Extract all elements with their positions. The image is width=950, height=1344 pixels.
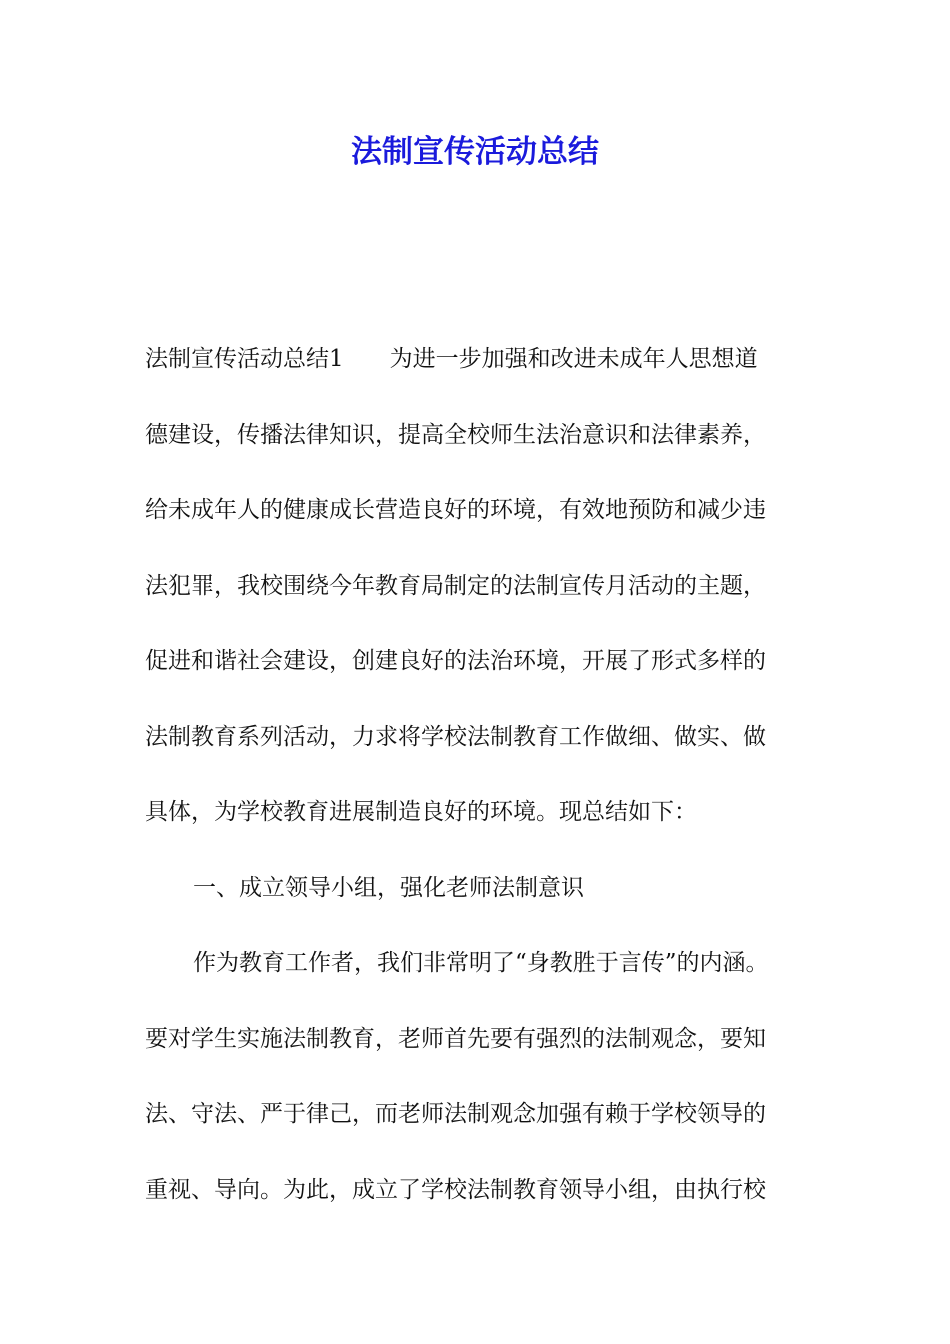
text-line: 法犯罪，我校围绕今年教育局制定的法制宣传月活动的主题， <box>145 572 766 599</box>
text-line: 法制宣传活动总结1 为进一步加强和改进未成年人思想道 <box>145 346 758 372</box>
document-title: 法制宣传活动总结 <box>351 134 599 170</box>
text-line: 重视、导向。为此，成立了学校法制教育领导小组，由执行校 <box>145 1176 766 1203</box>
text-line: 德建设，传播法律知识，提高全校师生法治意识和法律素养， <box>145 421 766 448</box>
document-body <box>145 340 825 1246</box>
text-line: 法、守法、严于律己，而老师法制观念加强有赖于学校领导的 <box>145 1101 766 1127</box>
text-line: 促进和谐社会建设，创建良好的法治环境，开展了形式多样的 <box>145 648 766 674</box>
section-heading: 一、成立领导小组，强化老师法制意识 <box>193 874 584 901</box>
text-line: 作为教育工作者，我们非常明了“身教胜于言传”的内涵。 <box>193 950 769 976</box>
text-line: 给未成年人的健康成长营造良好的环境，有效地预防和减少违 <box>145 497 766 523</box>
text-line: 具体，为学校教育进展制造良好的环境。现总结如下： <box>145 799 697 825</box>
text-line: 法制教育系列活动，力求将学校法制教育工作做细、做实、做 <box>145 723 766 750</box>
text-line: 要对学生实施法制教育，老师首先要有强烈的法制观念，要知 <box>145 1025 766 1052</box>
